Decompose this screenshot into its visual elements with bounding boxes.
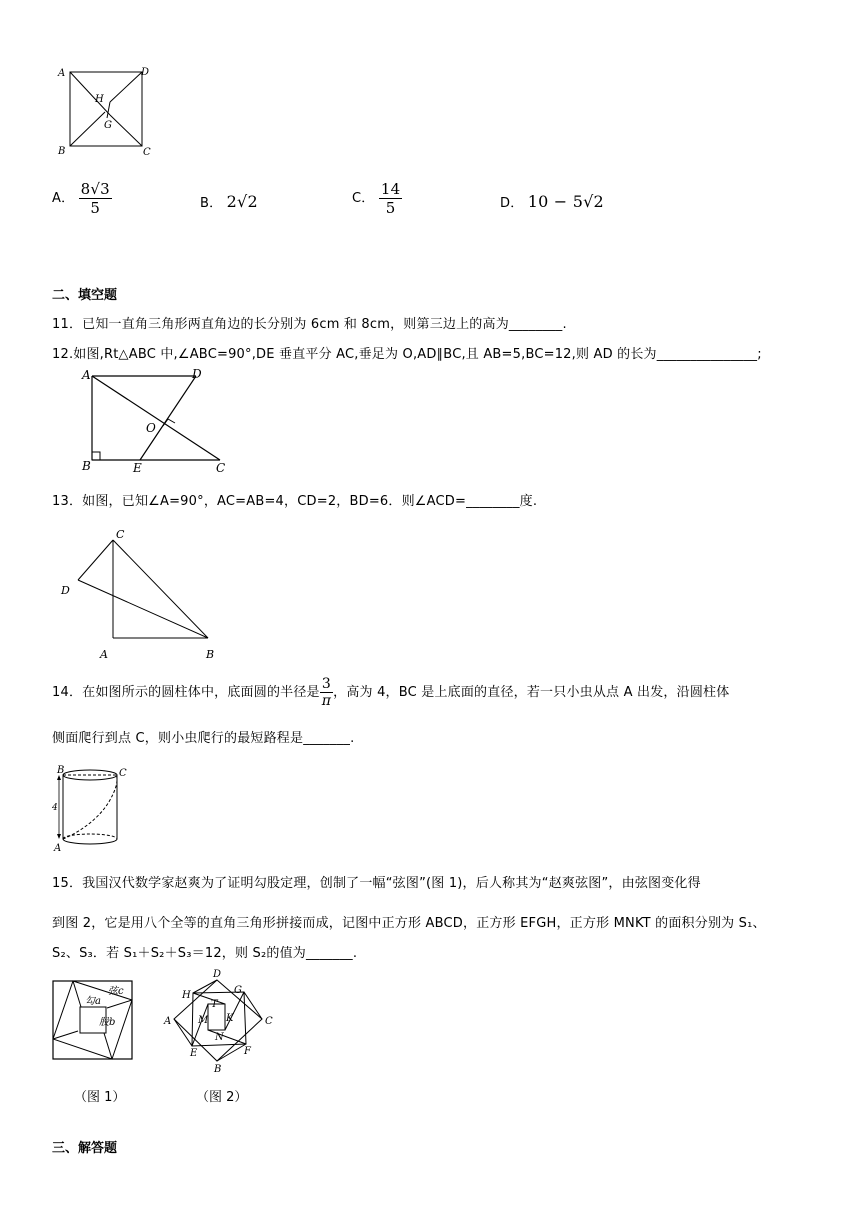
label-C: C — [216, 461, 226, 475]
label-B: B — [214, 1064, 222, 1075]
label-C: C — [116, 528, 125, 541]
label-O: O — [146, 421, 156, 435]
question-15-line2: 到图 2，它是用八个全等的直角三角形拼接而成，记图中正方形 ABCD，正方形 EFGH，正方形 MNKT 的面积分别为 S₁、 — [52, 916, 766, 931]
question-15-line1: 15．我国汉代数学家赵爽为了证明勾股定理，创制了一幅“弦图”(图 1)，后人称其为“赵爽弦图”，由弦图变化得 — [52, 876, 701, 891]
caption-figure-1: （图 1） — [74, 1090, 126, 1105]
option-b: B． 2√2 — [200, 192, 258, 211]
question-11: 11．已知一直角三角形两直角边的长分别为 6cm 和 8cm，则第三边上的高为________. — [52, 317, 567, 332]
section-heading-fill-in: 二、填空题 — [52, 288, 118, 303]
label-xian: 弦c — [108, 986, 124, 997]
option-a: A． $\frac{8√3}{5}$ — [52, 180, 110, 217]
label-B: B — [57, 765, 65, 776]
label-F: F — [244, 1046, 251, 1057]
label-B: B — [82, 459, 91, 473]
question-13: 13．如图，已知∠A=90°，AC=AB=4，CD=2，BD=6．则∠ACD=________度. — [52, 494, 538, 509]
label-B: B — [58, 146, 66, 157]
option-c: C． $\frac{14}{5}$ — [352, 180, 401, 217]
label-A: A — [58, 68, 66, 79]
label-A: A — [100, 648, 108, 661]
label-N: N — [215, 1032, 224, 1043]
question-14-line2: 侧面爬行到点 C，则小虫爬行的最短路程是_______. — [52, 731, 355, 746]
label-G: G — [104, 120, 112, 131]
figure-q15-chord-diagram — [52, 980, 136, 1062]
label-gu: 股b — [99, 1017, 116, 1028]
label-K: K — [226, 1013, 234, 1024]
label-H: H — [95, 94, 104, 105]
label-D: D — [192, 368, 202, 381]
question-12: 12.如图,Rt△ABC 中,∠ABC=90°,DE 垂直平分 AC,垂足为 O,AD∥BC,且 AB=5,BC=12,则 AD 的长为_______________; — [52, 347, 762, 362]
figure-q13 — [58, 528, 228, 662]
label-G: G — [234, 985, 242, 996]
figure-q14 — [52, 762, 132, 854]
label-T: T — [211, 999, 218, 1010]
figure-q15-figure-2 — [162, 966, 274, 1076]
label-C: C — [143, 147, 151, 158]
label-A: A — [164, 1016, 172, 1027]
label-E: E — [190, 1048, 198, 1059]
option-d: D． 10 − 5√2 — [500, 192, 604, 211]
section-heading-solutions: 三、解答题 — [52, 1141, 118, 1156]
label-gou: 勾a — [85, 996, 101, 1007]
label-C: C — [265, 1016, 273, 1027]
label-B: B — [206, 648, 215, 661]
label-height: 4 — [52, 803, 58, 813]
label-A: A — [82, 368, 91, 382]
label-M: M — [198, 1015, 209, 1026]
label-D: D — [61, 584, 70, 597]
figure-q12 — [80, 368, 230, 476]
figure-q10 — [55, 60, 165, 160]
label-A: A — [54, 843, 62, 854]
label-E: E — [133, 461, 142, 475]
label-C: C — [119, 768, 127, 779]
label-H: H — [182, 990, 191, 1001]
question-14-line1: 14．在如图所示的圆柱体中，底面圆的半径是 $\frac{3}{\pi}$ ，高为 4，BC 是上底面的直径，若一只小虫从点 A 出发，沿圆柱体 — [52, 676, 730, 709]
caption-figure-2: （图 2） — [196, 1090, 248, 1105]
question-15-line3: S₂、S₃．若 S₁＋S₂＋S₃＝12，则 S₂的值为_______. — [52, 946, 358, 961]
label-D: D — [213, 969, 222, 980]
label-D: D — [141, 67, 150, 78]
